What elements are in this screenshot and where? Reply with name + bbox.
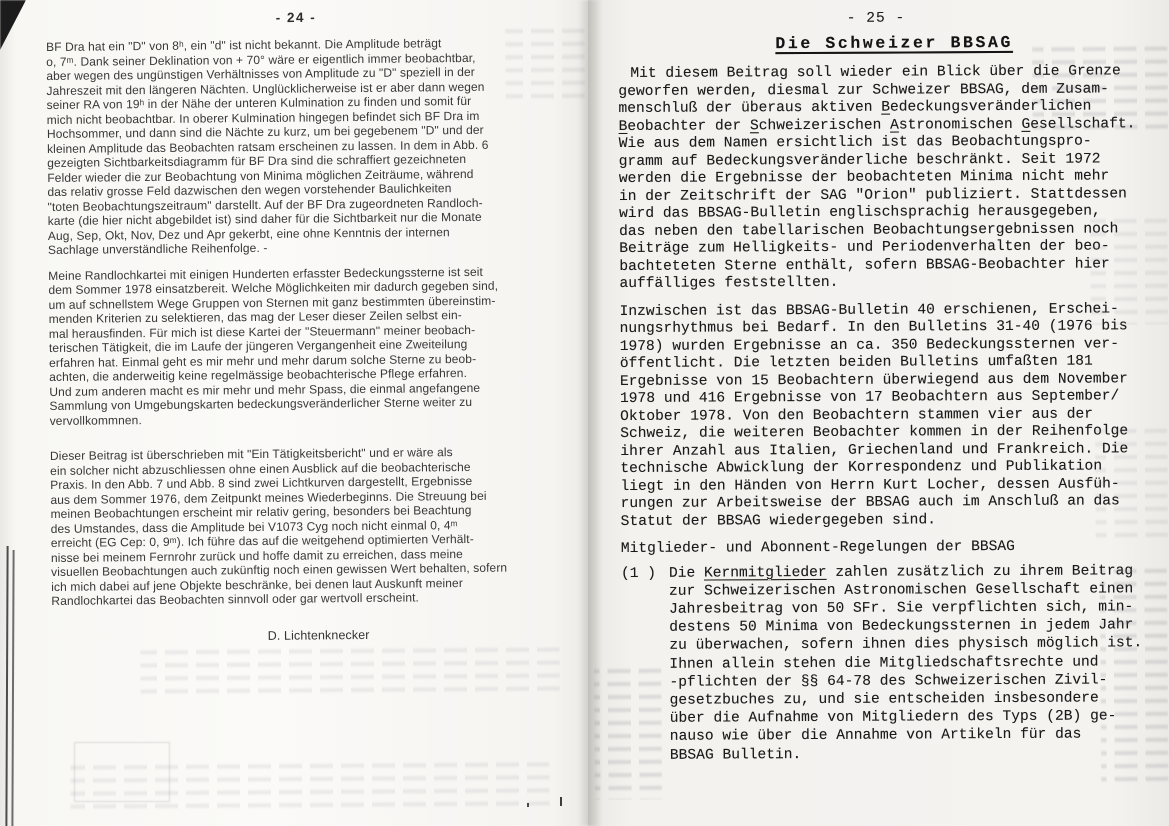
text-run: chweizerischen [758, 117, 891, 134]
bleed-through-artifact [505, 20, 586, 106]
page-number-left: - 24 - [275, 9, 317, 26]
bleed-through-box [74, 742, 170, 802]
paragraph-bulletin: Inzwischen ist das BBSAG-Bulletin 40 erschienen, Erschei- nungsrhythmus bei Bedarf. In den Bulletins 31-40 (1976 bis 1978) wurden Ergebnisse an ca. 350 Bedeckungssternen ver- öffentlicht. Die letzten beiden Bulletins umfaßten 181 Ergebnisse von 15 Beobachtern überwiegend aus dem November 1978 und 416 Ergebnisse von 17 Beobachtern aus September/ Oktober 1978. Von den Beobachtern stammen vier aus der Schweiz, die weiteren Beobachter kommen in der Reihenfolge ihrer Anzahl aus Italien, Griechenland und Frankreich. Die technische Abwicklung der Korrespondenz und Publikation liegt in den Händen von Herrn Kurt Locher, dessen Ausfüh- rungen zur Arbeitsweise der BBSAG auch im Anschluß an das Statut der BBSAG wiedergegeben sind. [619, 300, 1129, 530]
underlined-letter: S [749, 117, 759, 134]
footer-mark-right [560, 797, 562, 806]
bleed-through-artifact [140, 639, 560, 697]
item-number: (1 ) [620, 565, 657, 582]
bleed-through-artifact [594, 660, 663, 800]
text-run: Die [668, 565, 705, 582]
underlined-letter: G [1021, 116, 1031, 133]
list-item-1 [620, 562, 1143, 765]
page-number-right: - 25 - [846, 10, 906, 27]
page-24-body [46, 35, 600, 645]
text-run: stronomischen [898, 116, 1022, 134]
paragraph-randlochkartei: Meine Randlochkartei mit einigen Hunderten erfasster Bedeckungssterne ist seit dem Sommer 1978 einsatzbereit. Welche Möglichkeiten mir dadurch gegeben sind, um auf schnellstem Wege Gruppen von Sternen mit ganz bestimmten übereinstim- menden Kriterien zu selektieren, das mag der Leser dieser Zeilen selbst ein- mal herausfinden. Für mich ist diese Kartei der "Steuermann" meiner beobach- terischen Tätigkeit, die im Laufe der jüngeren Vergangenheit eine Zweiteilung erfahren hat. Einmal geht es mir mehr und mehr darum solche Sterne zu beob- achten, die anderweitig keine regelmässige beobachterische Pflege erfahren. Und zum anderen macht es mir mehr und mehr Spass, die einmal angefangene Sammlung von Umgebungskarten bedeckungsveränderlicher Sterne weiter zu vervollkommnen. [48, 264, 499, 428]
text-run: esellschaft. Wie aus dem Namen ersichtlich ist das Beobachtungspro- gramm auf Bedeckungsveränderliche beschränkt. Seit 1972 werden die Ergebnisse der beobachteten Minima nicht mehr in der Zeitschrift der SAG "Orion" publiziert. Stattdessen wird das BBSAG-Bulletin englischsprachig herausgegeben, das neben den tabellarischen Beobachtungsergebnissen noch Beiträge zum Helligkeits- und Periodenverhalten der beo- bachteteten Sterne enthält, sofern BBSAG-Beobachter hier auffälliges feststellten. [618, 115, 1136, 292]
text-run: zahlen zusätzlich zu ihrem Beitrag zur Schweizerischen Astronomischen Gesellschaft einen Jahresbeitrag von 50 SFr. Sie verpflichten sich, min- destens 50 Minima von Bedeckungssternen in jedem Jahr zu überwachen, sofern ihnen dies physisch möglich ist. Ihnen allein stehen die Mitgliedschaftsrechte und -pflichten der §§ 64-78 des Schweizerischen Zivil- gesetzbuches zu, und sie entscheiden insbesondere über die Aufnahme von Mitgliedern des Typs (2B) ge- nauso wie über die Annahme von Artikeln für das BBSAG Bulletin. [668, 562, 1143, 764]
article-title: Die Schweizer BBSAG [775, 32, 1013, 53]
text-run: eobachter der [627, 117, 751, 135]
bleed-through-artifact [1090, 210, 1169, 326]
item-text [669, 562, 1143, 765]
underlined-letter: B [881, 99, 891, 116]
text-run: Mit diesem Beitrag soll wieder ein Blick über die Grenze geworfen werden, diesmal zur Schweizer BBSAG, dem Zusam- menschluß der überaus aktiven [618, 63, 1121, 117]
section-subheading: Mitglieder- und Abonnent-Regelungen der BBSAG [620, 538, 1015, 557]
bleed-through-artifact [1032, 38, 1169, 139]
bleed-through-artifact [1095, 420, 1169, 541]
author-signature: D. Lichtenknecker [267, 627, 370, 643]
underlined-term: Kernmitglieder [703, 564, 827, 582]
footer-mark-left [527, 803, 529, 807]
text-run: edeckungsveränderlichen [889, 98, 1092, 116]
paragraph-bf-dra: BF Dra hat ein "D" von 8ʰ, ein "d" ist nicht bekannt. Die Amplitude beträgt o, 7ᵐ. Dank seiner Deklination von + 70° wäre er eigentlich immer beobachtbar, aber wegen des ungünstigen Verhältnisses von Amplitude zu "D" speziell in der Jahreszeit mit den längeren Nächten. Unglücklicherweise ist er aber dann wegen seiner RA von 19ʰ in der Nähe der unteren Kulmination zu finden und somit für mich nicht beobachtbar. In oberer Kulmination hingegen befindet sich BF Dra im Hochsommer, und dann sind die Nächte zu kurz, um bei gegebenem "D" und der kleinen Amplitude das Beobachten ratsam erscheinen zu lassen. In dem in Abb. 6 gezeigten Sichtbarkeitsdiagramm für BF Dra sind die schraffiert gezeichneten Felder wieder die zur Beobachtung von Minima möglichen Zeiträume, während das relativ grosse Feld dazwischen den wegen vorstehender Baulichkeiten "toten Beobachtungszeitraum" darstellt. Auf der BF Dra zugeordneten Randloch- karte (die hier nicht abgebildet ist) sind daher für die Sichtbarkeit nur die Monate Aug, Sep, Okt, Nov, Dez und Apr gekerbt, eine ohne Kenntnis der internen Sachlage unverständliche Reihenfolge. - [46, 36, 489, 257]
bleed-through-artifact [1099, 560, 1169, 785]
paragraph-taetigkeitsbericht: Dieser Beitrag ist überschrieben mit "Ein Tätigkeitsbericht" und er wäre als ein solcher nicht abzuschliessen ohne einen Ausblick auf die beobachterische Praxis. In den Abb. 7 und Abb. 8 sind zwei Lichtkurven dargestellt, Ergebnisse aus dem Sommer 1976, dem Zeitpunkt meines Wiederbeginns. Die Streuung bei meinen Beobachtungen erscheint mir relativ gering, besonders bei Beachtung des Umstandes, dass die Amplitude bei V1073 Cyg noch nicht einmal 0, 4ᵐ erreicht (EG Cep: 0, 9ᵐ). Ich führe das auf die weitgehend optimierten Verhält- nisse bei meinem Fernrohr zurück und hoffe damit zu erreichen, dass meine visuellen Beobachtungen auch zukünftig noch einen gewissen Wert behalten, sofern ich mich dabei auf jene Objekte beschränke, bei denen laut Auskunft meiner Randlochkartei das Beobachten sinnvoll oder gar wertvoll erscheint. [49, 445, 508, 608]
underlined-letter: A [890, 117, 899, 134]
underlined-letter: B [618, 118, 628, 135]
